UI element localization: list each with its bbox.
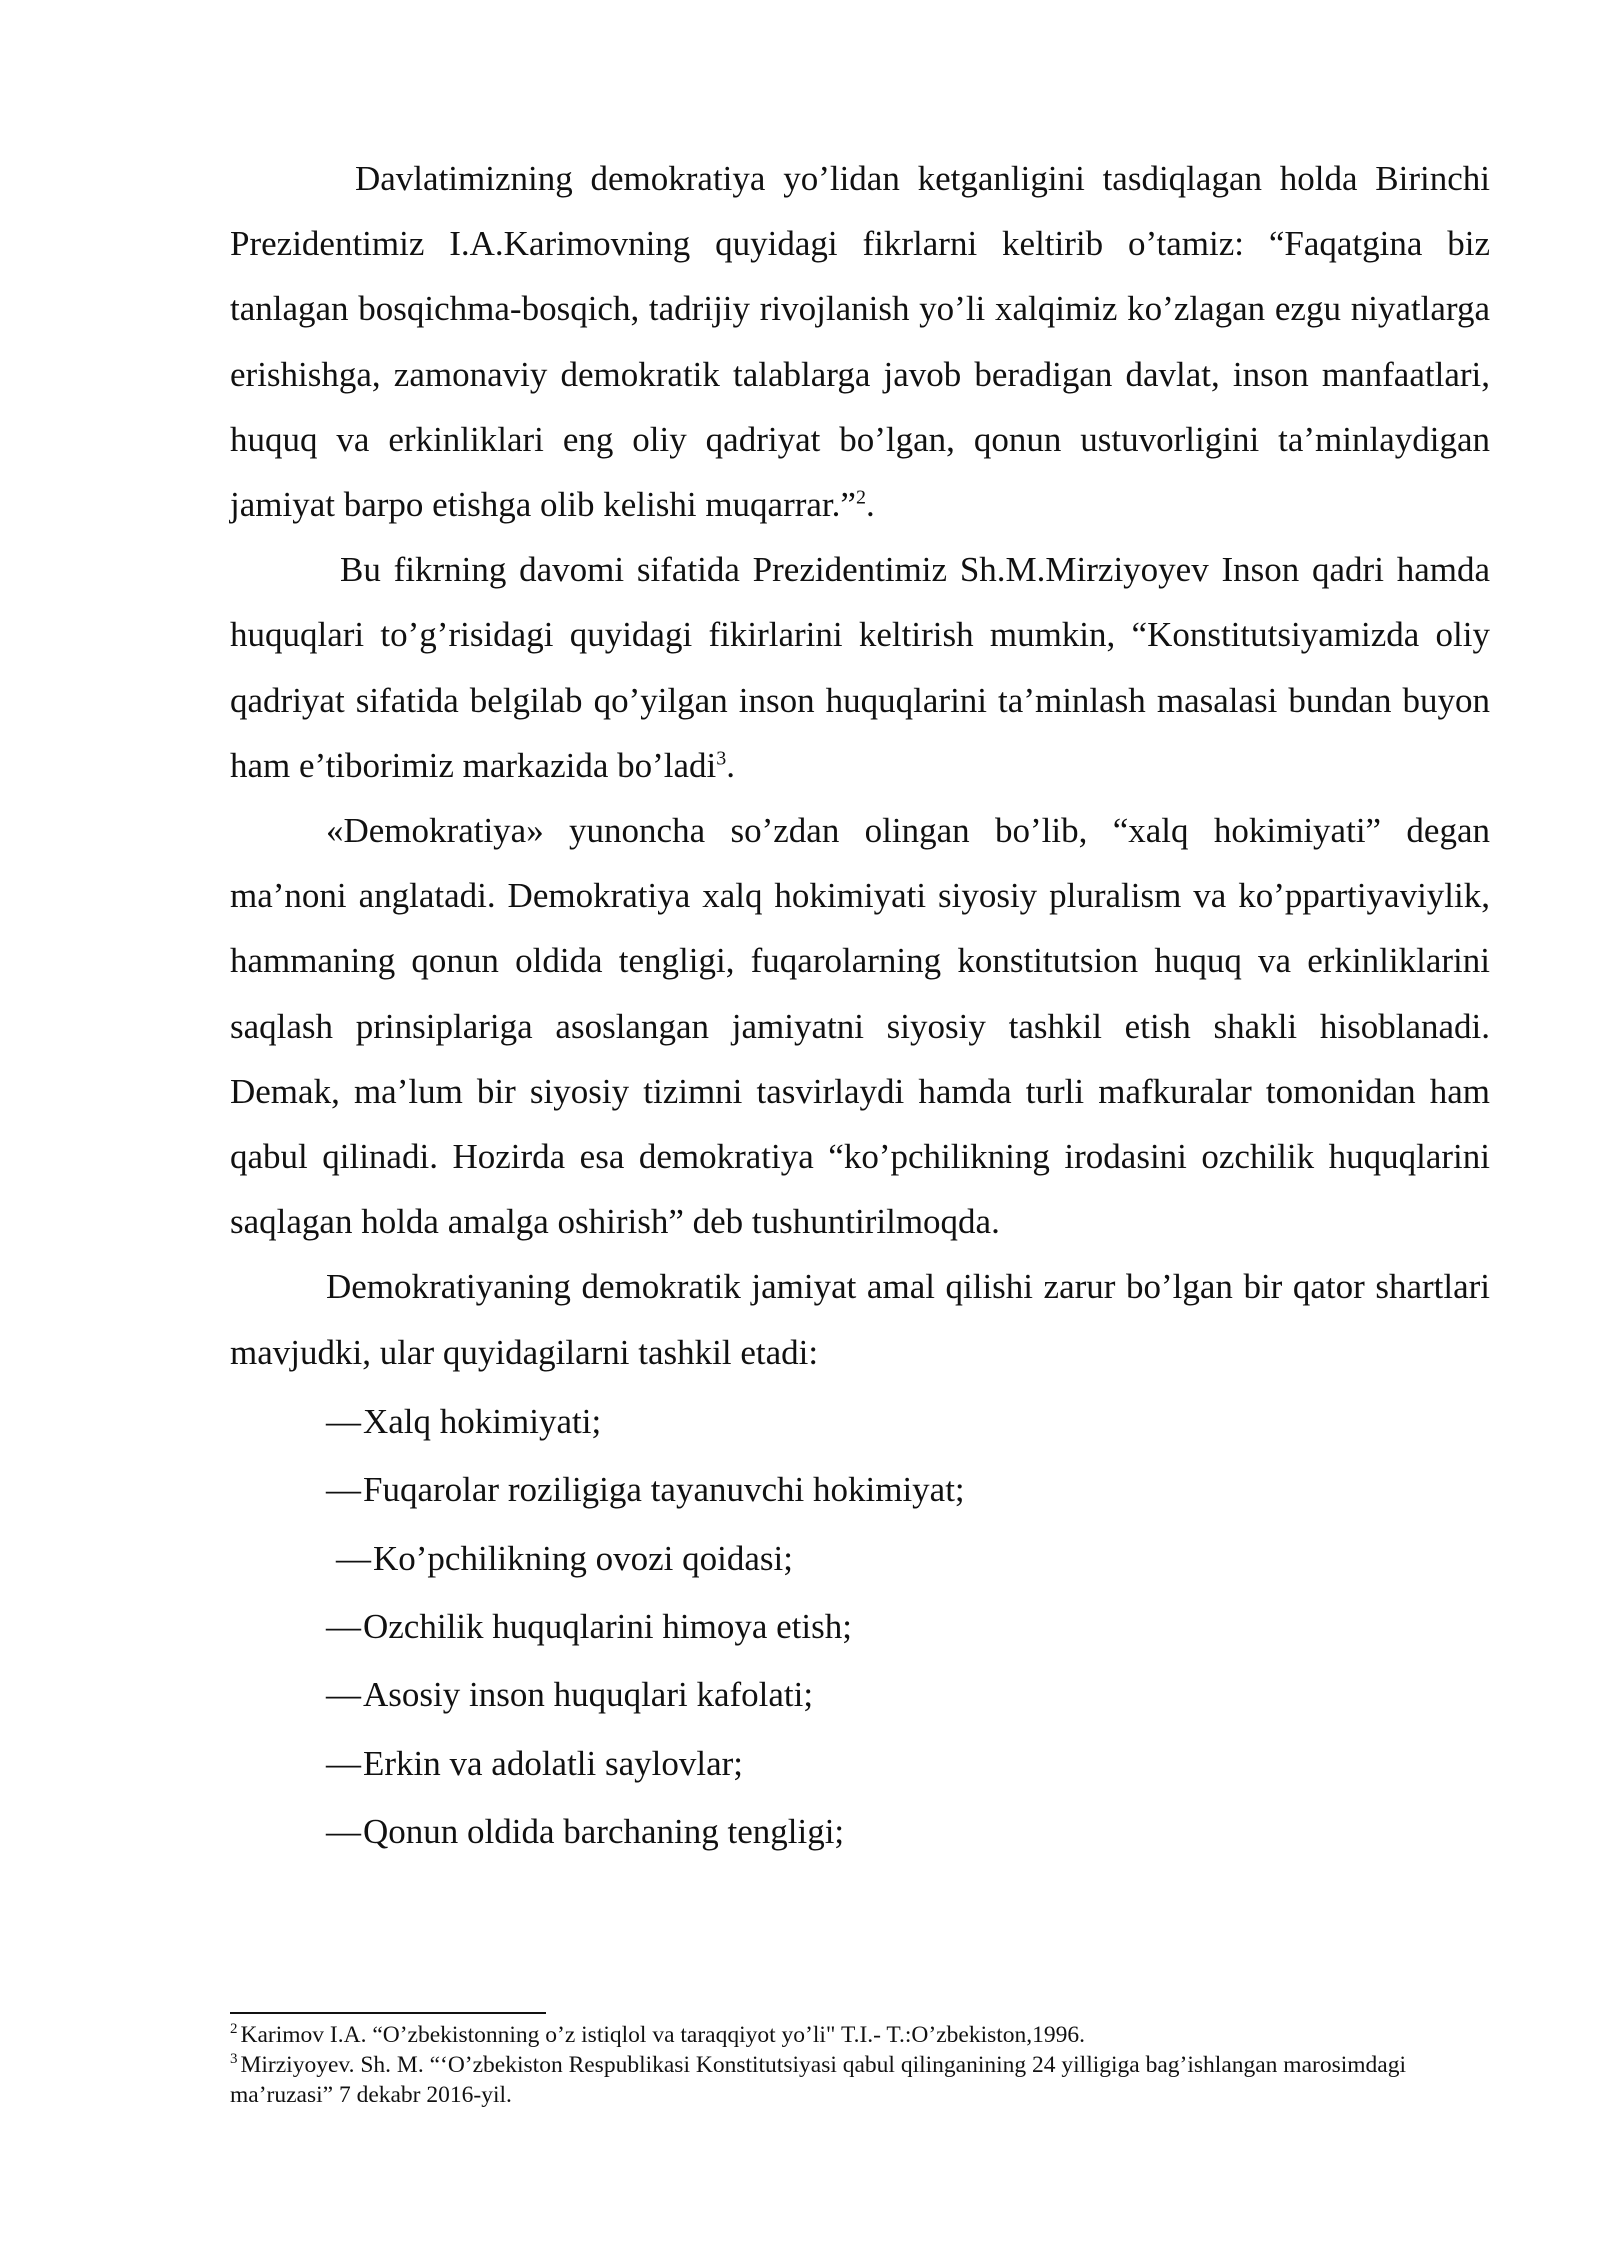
paragraph-tail: . xyxy=(865,485,875,525)
paragraph-karimov-quote xyxy=(230,146,1490,537)
list-item xyxy=(230,1388,1490,1456)
footnote-2 xyxy=(230,2020,1490,2050)
footnote-text: Mirziyoyev. Sh. M. “‘O’zbekiston Respublikasi Konstitutsiyasi qabul qilinganining 24 yilligiga bag’ishlangan marosimdagi ma’ruzasi” 7 dekabr 2016-yil. xyxy=(230,2052,1406,2108)
list-item xyxy=(230,1456,1490,1524)
paragraph-demokratiya-definition xyxy=(230,798,1490,1254)
list-item xyxy=(230,1798,1490,1866)
footnotes xyxy=(230,2020,1490,2110)
dash-bullet: — xyxy=(326,1470,361,1510)
body-text xyxy=(230,146,1490,1867)
conditions-list xyxy=(230,1388,1490,1867)
paragraph-text: Davlatimizning demokratiya yo’lidan ketganligini tasdiqlagan holda Birinchi Prezidentimiz I.A.Karimovning quyidagi fikrlarni keltirib o’tamiz: “Faqatgina biz tanlagan bosqichma-bosqich, tadrijiy rivojlanish yo’li xalqimiz ko’zlagan ezgu niyatlarga erishishga, zamonaviy demokratik talablarga javob beradigan davlat, inson manfaatlari, huquq va erkinliklari eng oliy qadriyat bo’lgan, qonun ustuvorligini ta’minlaydigan jamiyat barpo etishga olib kelishi muqarrar.” xyxy=(230,159,1490,525)
list-item xyxy=(230,1661,1490,1729)
dash-bullet: — xyxy=(326,1607,361,1647)
footnote-text: Karimov I.A. “O’zbekistonning o’z istiqlol va taraqqiyot yo’li" T.I.- T.:O’zbekiston,1996. xyxy=(240,2022,1086,2048)
paragraph-mirziyoyev-quote xyxy=(230,537,1490,798)
dash-bullet: — xyxy=(326,1743,361,1783)
footnote-separator xyxy=(230,2012,546,2014)
list-item-text: Fuqarolar roziligiga tayanuvchi hokimiyat; xyxy=(363,1470,965,1510)
list-item xyxy=(230,1730,1490,1798)
list-item-text: Ozchilik huquqlarini himoya etish; xyxy=(363,1607,852,1647)
paragraph-text: Demokratiyaning demokratik jamiyat amal qilishi zarur bo’lgan bir qator shartlari mavjudki, ular quyidagilarni tashkil etadi: xyxy=(230,1267,1490,1372)
list-item xyxy=(230,1525,1490,1593)
dash-bullet: — xyxy=(326,1675,361,1715)
paragraph-text: Bu fikrning davomi sifatida Prezidentimiz Sh.M.Mirziyoyev Inson qadri hamda huquqlari to’g’risidagi quyidagi fikirlarini keltirish mumkin, “Konstitutsiyamizda oliy qadriyat sifatida belgilab qo’yilgan inson huquqlarini ta’minlash masalasi bundan buyon ham e’tiborimiz markazida bo’ladi xyxy=(230,550,1490,785)
list-item-text: Asosiy inson huquqlari kafolati; xyxy=(363,1675,814,1715)
paragraph-conditions-intro xyxy=(230,1254,1490,1384)
footnote-3 xyxy=(230,2050,1490,2110)
dash-bullet: — xyxy=(326,1401,361,1441)
paragraph-text: «Demokratiya» yunoncha so’zdan olingan bo’lib, “xalq hokimiyati” degan ma’noni anglatadi. Demokratiya xalq hokimiyati siyosiy pluralism va ko’ppartiyaviylik, hammaning qonun oldida tengligi, fuqarolarning konstitutsion huquq va erkinliklarini saqlash prinsiplariga asoslangan jamiyatni siyosiy tashkil etish shakli hisoblanadi. Demak, ma’lum bir siyosiy tizimni tasvirlaydi hamda turli mafkuralar tomonidan ham qabul qilinadi. Hozirda esa demokratiya “ko’pchilikning irodasini ozchilik huquqlarini saqlagan holda amalga oshirish” deb tushuntirilmoqda. xyxy=(230,811,1490,1242)
list-item xyxy=(230,1593,1490,1661)
footnote-ref-3[interactable]: 3 xyxy=(716,747,727,770)
paragraph-tail: . xyxy=(726,745,736,785)
list-item-text: Erkin va adolatli saylovlar; xyxy=(363,1743,744,1783)
footnote-number: 2 xyxy=(230,2021,238,2038)
footnote-number: 3 xyxy=(230,2051,238,2068)
dash-bullet: — xyxy=(336,1538,371,1578)
dash-bullet: — xyxy=(326,1812,361,1852)
footnote-ref-2[interactable]: 2 xyxy=(855,486,866,509)
list-item-text: Xalq hokimiyati; xyxy=(363,1401,602,1441)
list-item-text: Qonun oldida barchaning tengligi; xyxy=(363,1812,845,1852)
list-item-text: Ko’pchilikning ovozi qoidasi; xyxy=(373,1538,793,1578)
